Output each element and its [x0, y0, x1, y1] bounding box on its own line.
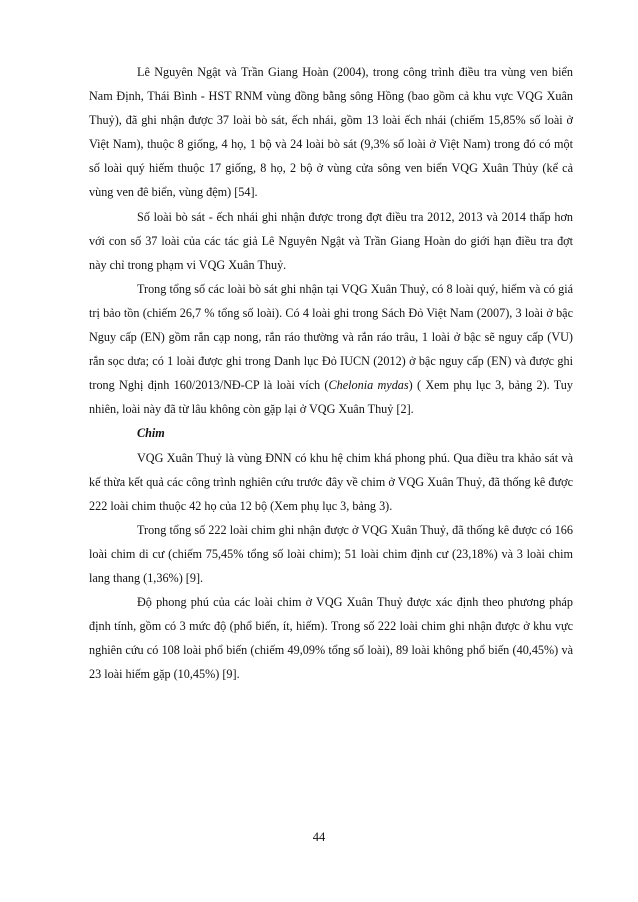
paragraph-rare-reptiles [89, 277, 573, 422]
paragraph-amphibian-reptile-survey: Lê Nguyên Ngật và Trần Giang Hoàn (2004), trong công trình điều tra vùng ven biển Nam Định, Thái Bình - HST RNM vùng đồng bằng sông Hồng (bao gồm cả khu vực VQG Xuân Thuỷ), đã ghi nhận được 37 loài bò sát, ếch nhái, gồm 13 loài ếch nhái (chiếm 15,85% số loài ở Việt Nam), thuộc 8 giống, 4 họ, 1 bộ và 24 loài bò sát (9,3% số loài ở Việt Nam) trong đó có một số loài quý hiếm thuộc 17 giống, 8 họ, 2 bộ ở vùng cửa sông ven biển VQG Xuân Thủy (kể cả vùng ven đê biển, vùng đệm) [54]. [89, 65, 573, 200]
page-number: 44 [312, 830, 326, 844]
species-name-chelonia-mydas: Chelonia mydas [328, 378, 409, 393]
document-body [89, 60, 573, 686]
rare-reptiles-text-end: ) ( Xem phụ lục 3, bảng 2). Tuy nhiên, loài này đã từ lâu không còn gặp lại ở VQG Xuân Thuỷ [2]. [89, 378, 573, 417]
paragraph-bird-migration: Trong tổng số 222 loài chim ghi nhận được ở VQG Xuân Thuỷ, đã thống kê được có 166 loài chim di cư (chiếm 75,45% tổng số loài chim); 51 loài chim định cư (23,18%) và 3 loài chim lang thang (1,36%) [9]. [89, 522, 573, 585]
paragraph-bird-fauna: VQG Xuân Thuỷ là vùng ĐNN có khu hệ chim khá phong phú. Qua điều tra khảo sát và kế thừa kết quả các công trình nghiên cứu trước đây về chim ở VQG Xuân Thuỷ, đã thống kê được 222 loài chim thuộc 42 họ của 12 bộ (Xem phụ lục 3, bảng 3). [89, 450, 573, 513]
rare-reptiles-text-start: Trong tổng số các loài bò sát ghi nhận tại VQG Xuân Thuỷ, có 8 loài quý, hiếm và có giá trị bảo tồn (chiếm 26,7 % tổng số loài). Có 4 loài ghi trong Sách Đỏ Việt Nam (2007), 3 loài ở bậc Nguy cấp (EN) gồm rắn cạp nong, rắn ráo thường và rắn ráo trâu, 1 loài ở bậc sẽ nguy cấp (VU) rắn sọc dưa; có 1 loài được ghi trong Danh lục Đỏ IUCN (2012) ở bậc nguy cấp (EN) và được ghi trong Nghị định 160/2013/NĐ-CP là loài vích ( [89, 281, 573, 393]
paragraph-bird-abundance: Độ phong phú của các loài chim ở VQG Xuân Thuỷ được xác định theo phương pháp định tính, gồm có 3 mức độ (phổ biến, ít, hiếm). Trong số 222 loài chim ghi nhận được ở khu vực nghiên cứu có 108 loài phổ biến (chiếm 49,09% tổng số loài), 89 loài không phổ biến (40,45%) và 23 loài hiếm gặp (10,45%) [9]. [89, 595, 573, 682]
section-heading-birds: Chim [137, 426, 165, 441]
paragraph-species-count-comparison: Số loài bò sát - ếch nhái ghi nhận được trong đợt điều tra 2012, 2013 và 2014 thấp hơn với con số 37 loài của các tác giả Lê Nguyên Ngật và Trần Giang Hoàn do giới hạn điều tra đợt này chỉ trong phạm vi VQG Xuân Thuỷ. [89, 209, 573, 272]
